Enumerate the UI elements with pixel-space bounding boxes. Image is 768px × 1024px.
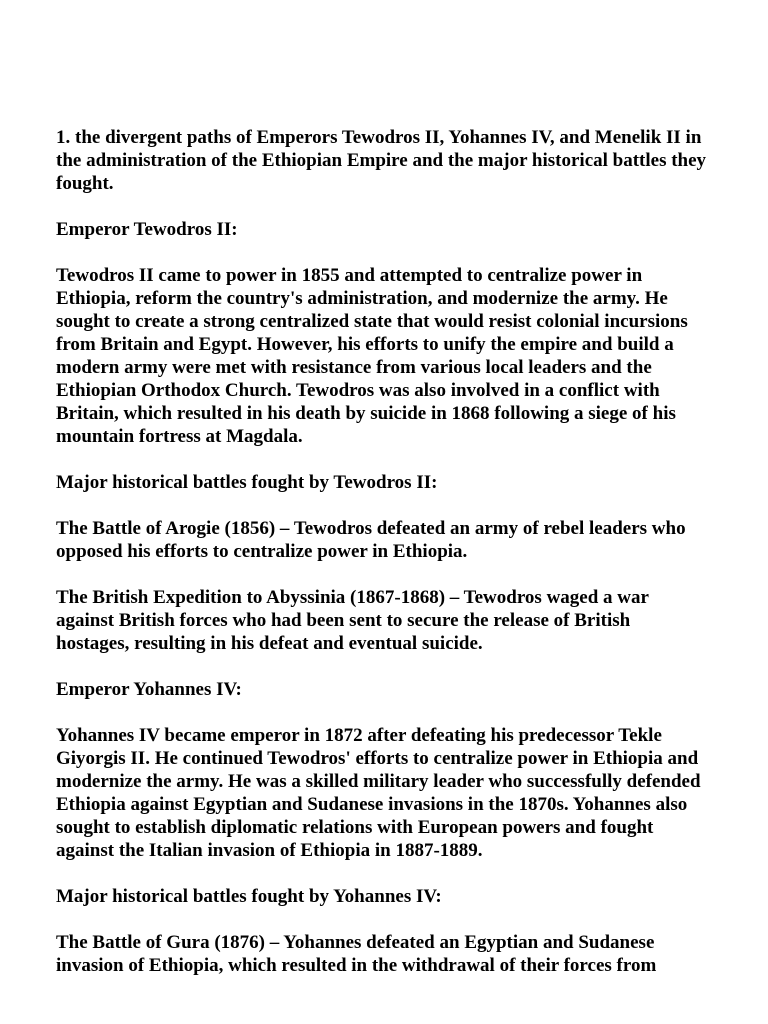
battle-gura-paragraph: The Battle of Gura (1876) – Yohannes defeated an Egyptian and Sudanese invasion of Ethiopia, which resulted in the withdrawal of their forces from [56, 932, 657, 976]
tewodros-paragraph: Tewodros II came to power in 1855 and attempted to centralize power in Ethiopia, reform the country's administration, and modernize the army. He sought to create a strong centralized state that would resist colonial incursions from Britain and Egypt. However, his efforts to unify the empire and build a modern army were met with resistance from various local leaders and the Ethiopian Orthodox Church. Tewodros was also involved in a conflict with Britain, which resulted in his death by suicide in 1868 following a siege of his mountain fortress at Magdala. [56, 265, 688, 447]
tewodros-heading: Emperor Tewodros II: [56, 219, 238, 240]
yohannes-battles-heading: Major historical battles fought by Yohannes IV: [56, 886, 442, 907]
yohannes-paragraph: Yohannes IV became emperor in 1872 after defeating his predecessor Tekle Giyorgis II. He continued Tewodros' efforts to centralize power in Ethiopia and modernize the army. He was a skilled military leader who successfully defended Ethiopia against Egyptian and Sudanese invasions in the 1870s. Yohannes also sought to establish diplomatic relations with European powers and fought against the Italian invasion of Ethiopia in 1887-1889. [56, 725, 701, 861]
tewodros-battles-heading: Major historical battles fought by Tewodros II: [56, 472, 438, 493]
question-paragraph: 1. the divergent paths of Emperors Tewodros II, Yohannes IV, and Menelik II in the administration of the Ethiopian Empire and the major historical battles they fought. [56, 127, 707, 194]
battle-abyssinia-paragraph: The British Expedition to Abyssinia (1867-1868) – Tewodros waged a war against British forces who had been sent to secure the release of British hostages, resulting in his defeat and eventual suicide. [56, 587, 649, 654]
battle-arogie-paragraph: The Battle of Arogie (1856) – Tewodros defeated an army of rebel leaders who opposed his efforts to centralize power in Ethiopia. [56, 518, 686, 562]
yohannes-heading: Emperor Yohannes IV: [56, 679, 242, 700]
document-body [56, 126, 708, 1000]
